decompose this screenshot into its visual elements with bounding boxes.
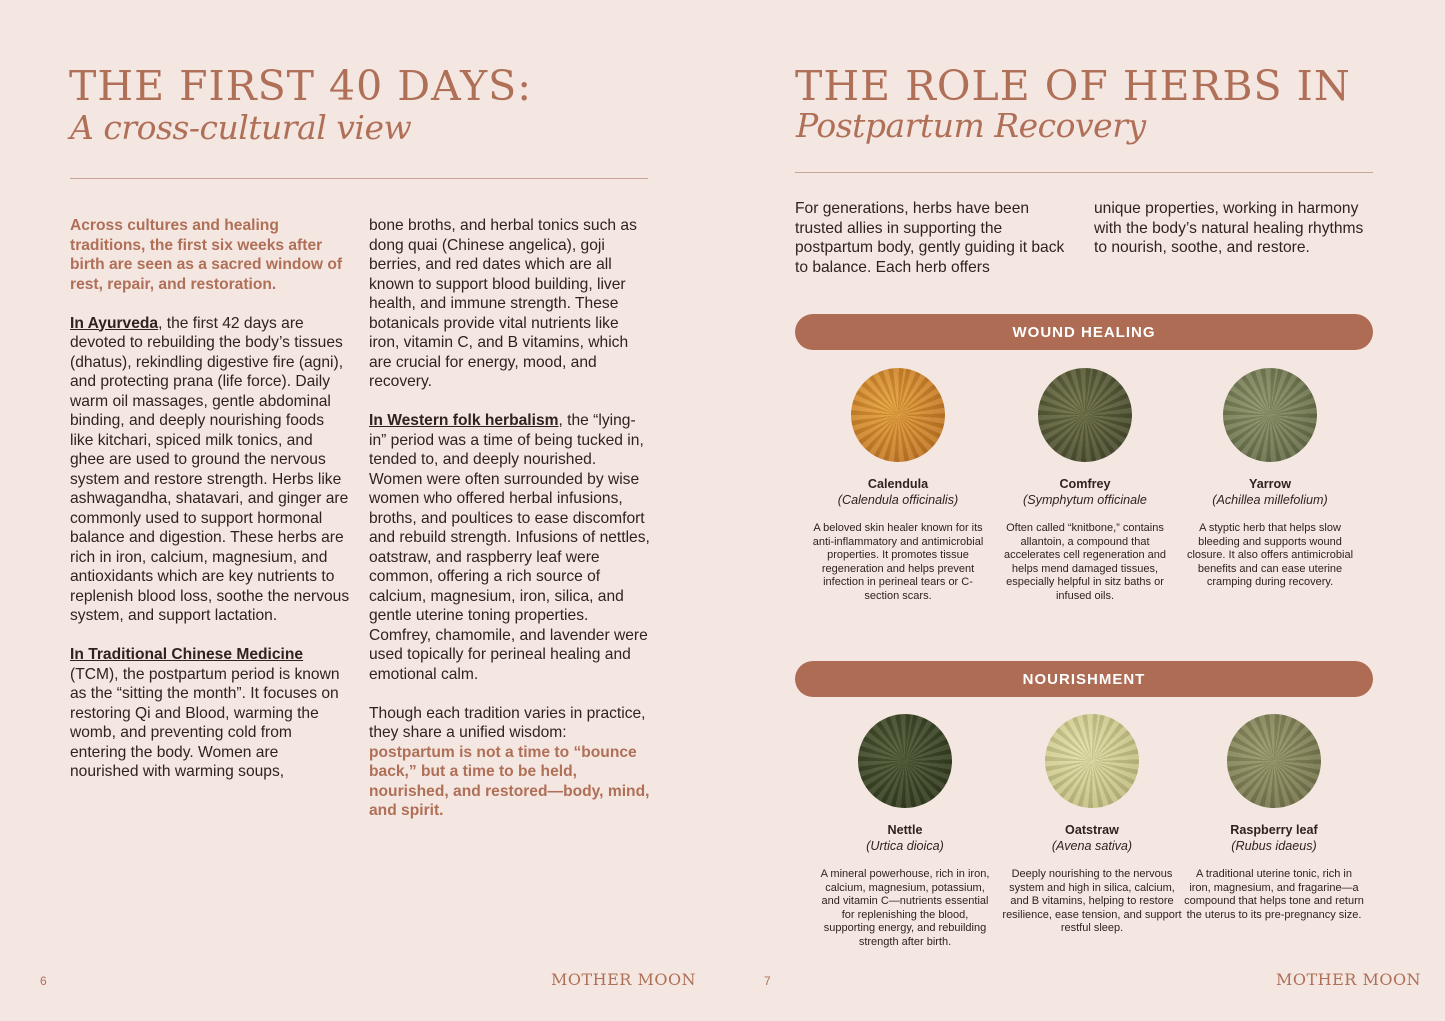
intro-column-2: unique properties, working in harmony with the body’s natural healing rhythms to nourish, soothe, and restore. (1094, 200, 1364, 256)
ayurveda-paragraph (70, 314, 350, 626)
herb-name: Raspberry leaf (1230, 823, 1318, 837)
herb-name: Comfrey (1059, 477, 1111, 491)
tcm-continued: bone broths, and herbal tonics such as dong quai (Chinese angelica), goji berries, and red dates which are all known to support blood building, liver health, and immune strength. These botanicals provide vital nutrients like iron, vitamin C, and B vitamins, which are crucial for energy, mood, and recovery. (369, 217, 637, 390)
herb-name: Oatstraw (1065, 823, 1119, 837)
calendula-image (851, 368, 945, 462)
herb-latin-name: (Urtica dioica) (866, 839, 944, 853)
closing-text: Though each tradition varies in practice, they share a unified wisdom: (369, 704, 646, 741)
herb-latin-name: (Achillea millefolium) (1212, 493, 1328, 507)
intro-column-1: For generations, herbs have been trusted allies in supporting the postpartum body, gently guiding it back to balance. Each herb offers (795, 200, 1065, 276)
herb-card-raspberry-leaf (1184, 714, 1364, 922)
page-number: 6 (40, 974, 47, 988)
brand-footer: MOTHER MOON (1276, 970, 1422, 989)
nettle-image (858, 714, 952, 808)
title-divider (795, 172, 1373, 173)
lead-paragraph: Across cultures and healing traditions, the first six weeks after birth are seen as a sacred window of rest, repair, and restoration. (70, 217, 343, 293)
herb-description: A traditional uterine tonic, rich in iron, magnesium, and fragarine—a compound that helps tone and return the uterus to its pre-pregnancy size. (1184, 868, 1364, 921)
herb-card-oatstraw (1002, 714, 1182, 936)
herb-name: Yarrow (1249, 477, 1291, 491)
text-column-1 (70, 216, 350, 801)
right-page (722, 0, 1445, 1021)
western-paragraph (369, 411, 651, 684)
page-subtitle: Postpartum Recovery (796, 106, 1146, 145)
raspberry-leaf-image (1227, 714, 1321, 808)
page-title: THE FIRST 40 DAYS: (69, 62, 533, 110)
ayurveda-text: , the first 42 days are devoted to rebuilding the body’s tissues (dhatus), rekindling digestive fire (agni), and protecting prana (life force). Daily warm oil massages, gentle abdominal binding, and deeply nourishing foods like kitchari, spiced milk tonics, and ghee are used to ground the nervous system and restore strength. Herbs like ashwagandha, shatavari, and ginger are commonly used to support hormonal balance and digestion. These herbs are rich in iron, calcium, magnesium, and antioxidants which are key nutrients to replenish blood loss, soothe the nervous system, and support lactation. (70, 314, 350, 624)
section-heading-nourishment: NOURISHMENT (795, 661, 1373, 697)
section-heading-wound-healing: WOUND HEALING (795, 314, 1373, 350)
herb-description: A styptic herb that helps slow bleeding and supports wound closure. It also offers antimicrobial benefits and can ease uterine cramping during recovery. (1186, 522, 1354, 589)
herb-latin-name: (Symphytum officinale (1023, 493, 1147, 507)
oatstraw-image (1045, 714, 1139, 808)
brand-footer: MOTHER MOON (551, 970, 697, 989)
herb-description: A mineral powerhouse, rich in iron, calcium, magnesium, potassium, and vitamin C—nutrients essential for replenishing the blood, supporting energy, and rebuilding strength after birth. (820, 868, 990, 948)
herb-description: Often called “knitbone,” contains allantoin, a compound that accelerates cell regeneration and helps mend damaged tissues, especially helpful in sitz baths or infused oils. (1003, 522, 1167, 602)
ayurveda-label: In Ayurveda (70, 314, 159, 332)
herb-latin-name: (Rubus idaeus) (1231, 839, 1317, 853)
page-title: THE ROLE OF HERBS IN (795, 62, 1351, 110)
text-column-2 (369, 216, 651, 840)
herb-card-calendula (808, 368, 988, 604)
page-number: 7 (764, 974, 771, 988)
comfrey-image (1038, 368, 1132, 462)
western-text: , the “lying-in” period was a time of being tucked in, tended to, and deeply nourished. Women were often surrounded by wise women who offered herbal infusions, broths, and poultices to ease discomfort and rebuild strength. Infusions of nettles, oatstraw, and raspberry leaf were common, offering a rich source of calcium, magnesium, iron, silica, and gentle uterine toning properties. Comfrey, chamomile, and lavender were used topically for perineal healing and emotional calm. (369, 412, 650, 683)
herb-description: Deeply nourishing to the nervous system and high in silica, calcium, and B vitamins, helping to restore resilience, ease tension, and support restful sleep. (1002, 868, 1182, 935)
herb-card-comfrey (995, 368, 1175, 604)
page-subtitle: A cross-cultural view (70, 108, 412, 147)
tcm-text: (TCM), the postpartum period is known as the “sitting the month”. It focuses on restoring Qi and Blood, warming the womb, and preventing cold from entering the body. Women are nourished with warming soups, (70, 665, 340, 780)
herb-latin-name: (Calendula officinalis) (837, 493, 959, 507)
herb-card-yarrow (1180, 368, 1360, 590)
herb-card-nettle (815, 714, 995, 950)
western-label: In Western folk herbalism (369, 412, 559, 429)
tcm-paragraph (70, 645, 350, 782)
herb-latin-name: (Avena sativa) (1051, 839, 1133, 853)
yarrow-image (1223, 368, 1317, 462)
tcm-label: In Traditional Chinese Medicine (70, 646, 304, 663)
title-divider (70, 178, 648, 179)
herb-name: Nettle (887, 823, 923, 837)
herb-description: A beloved skin healer known for its anti-inflammatory and antimicrobial properties. It promotes tissue regeneration and helps prevent infection in perineal tears or C-section scars. (812, 522, 984, 602)
herb-name: Calendula (867, 477, 929, 491)
left-page (0, 0, 722, 1021)
closing-paragraph (369, 704, 651, 821)
closing-emphasis: postpartum is not a time to “bounce back,” but a time to be held, nourished, and restored—body, mind, and spirit. (369, 743, 650, 819)
